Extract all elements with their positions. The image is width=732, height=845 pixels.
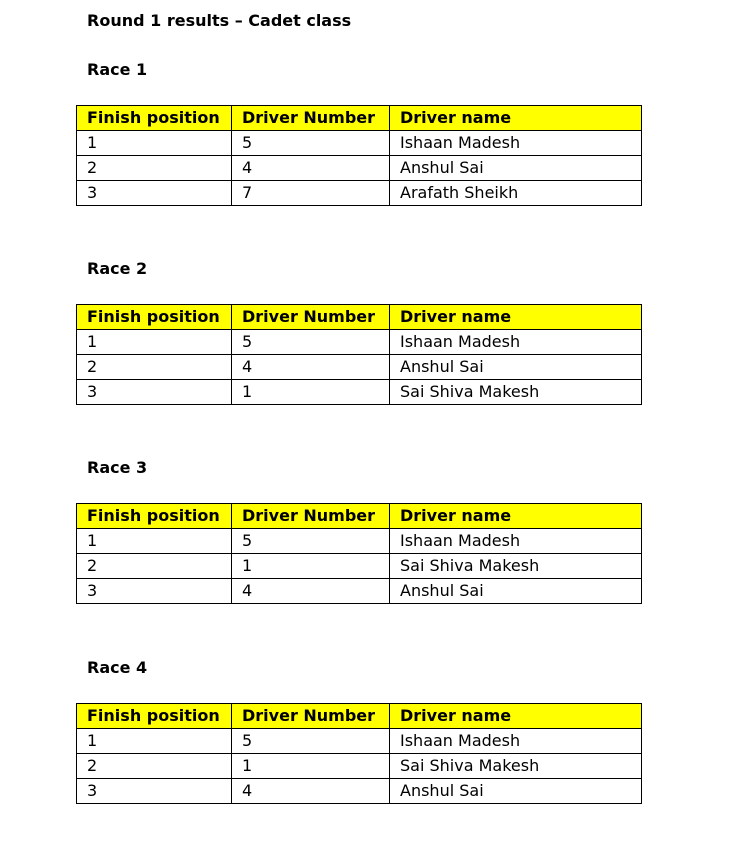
table-header-row <box>77 106 642 131</box>
finish-position-header: Finish position <box>77 305 232 330</box>
table-header-row <box>77 305 642 330</box>
driver-name-cell: Sai Shiva Makesh <box>390 554 642 579</box>
driver-number-cell: 5 <box>232 131 390 156</box>
driver-name-cell: Ishaan Madesh <box>390 729 642 754</box>
race-2-heading: Race 2 <box>87 259 148 278</box>
driver-number-cell: 4 <box>232 355 390 380</box>
driver-number-header: Driver Number <box>232 704 390 729</box>
driver-name-cell: Sai Shiva Makesh <box>390 754 642 779</box>
race-3-heading: Race 3 <box>87 458 148 477</box>
finish-position-header: Finish position <box>77 106 232 131</box>
driver-name-header: Driver name <box>390 504 642 529</box>
driver-number-cell: 5 <box>232 729 390 754</box>
race-2-results-table <box>76 304 642 405</box>
finish-position-cell: 3 <box>77 380 232 405</box>
finish-position-cell: 3 <box>77 181 232 206</box>
driver-number-cell: 5 <box>232 330 390 355</box>
driver-number-cell: 1 <box>232 754 390 779</box>
finish-position-cell: 2 <box>77 355 232 380</box>
driver-name-header: Driver name <box>390 704 642 729</box>
driver-name-header: Driver name <box>390 305 642 330</box>
table-row <box>77 554 642 579</box>
driver-name-cell: Sai Shiva Makesh <box>390 380 642 405</box>
finish-position-header: Finish position <box>77 504 232 529</box>
driver-number-header: Driver Number <box>232 106 390 131</box>
finish-position-cell: 2 <box>77 754 232 779</box>
table-row <box>77 529 642 554</box>
finish-position-cell: 1 <box>77 529 232 554</box>
finish-position-cell: 3 <box>77 579 232 604</box>
finish-position-cell: 2 <box>77 156 232 181</box>
table-header-row <box>77 504 642 529</box>
table-row <box>77 330 642 355</box>
document-title: Round 1 results – Cadet class <box>87 11 352 30</box>
driver-name-cell: Anshul Sai <box>390 779 642 804</box>
race-1-results-table <box>76 105 642 206</box>
race-4-heading: Race 4 <box>87 658 148 677</box>
table-row <box>77 779 642 804</box>
race-4-results-table <box>76 703 642 804</box>
driver-name-cell: Anshul Sai <box>390 156 642 181</box>
table-row <box>77 156 642 181</box>
driver-number-cell: 4 <box>232 579 390 604</box>
driver-number-cell: 4 <box>232 156 390 181</box>
driver-name-cell: Ishaan Madesh <box>390 330 642 355</box>
driver-number-cell: 1 <box>232 554 390 579</box>
driver-number-header: Driver Number <box>232 305 390 330</box>
driver-name-cell: Ishaan Madesh <box>390 131 642 156</box>
driver-name-cell: Anshul Sai <box>390 579 642 604</box>
table-row <box>77 380 642 405</box>
driver-number-header: Driver Number <box>232 504 390 529</box>
finish-position-header: Finish position <box>77 704 232 729</box>
finish-position-cell: 3 <box>77 779 232 804</box>
driver-name-cell: Anshul Sai <box>390 355 642 380</box>
driver-name-header: Driver name <box>390 106 642 131</box>
finish-position-cell: 1 <box>77 729 232 754</box>
driver-name-cell: Arafath Sheikh <box>390 181 642 206</box>
driver-name-cell: Ishaan Madesh <box>390 529 642 554</box>
driver-number-cell: 7 <box>232 181 390 206</box>
race-3-results-table <box>76 503 642 604</box>
table-row <box>77 355 642 380</box>
driver-number-cell: 1 <box>232 380 390 405</box>
table-header-row <box>77 704 642 729</box>
finish-position-cell: 2 <box>77 554 232 579</box>
finish-position-cell: 1 <box>77 330 232 355</box>
driver-number-cell: 5 <box>232 529 390 554</box>
finish-position-cell: 1 <box>77 131 232 156</box>
table-row <box>77 729 642 754</box>
table-row <box>77 131 642 156</box>
table-row <box>77 579 642 604</box>
table-row <box>77 181 642 206</box>
driver-number-cell: 4 <box>232 779 390 804</box>
race-1-heading: Race 1 <box>87 60 148 79</box>
table-row <box>77 754 642 779</box>
